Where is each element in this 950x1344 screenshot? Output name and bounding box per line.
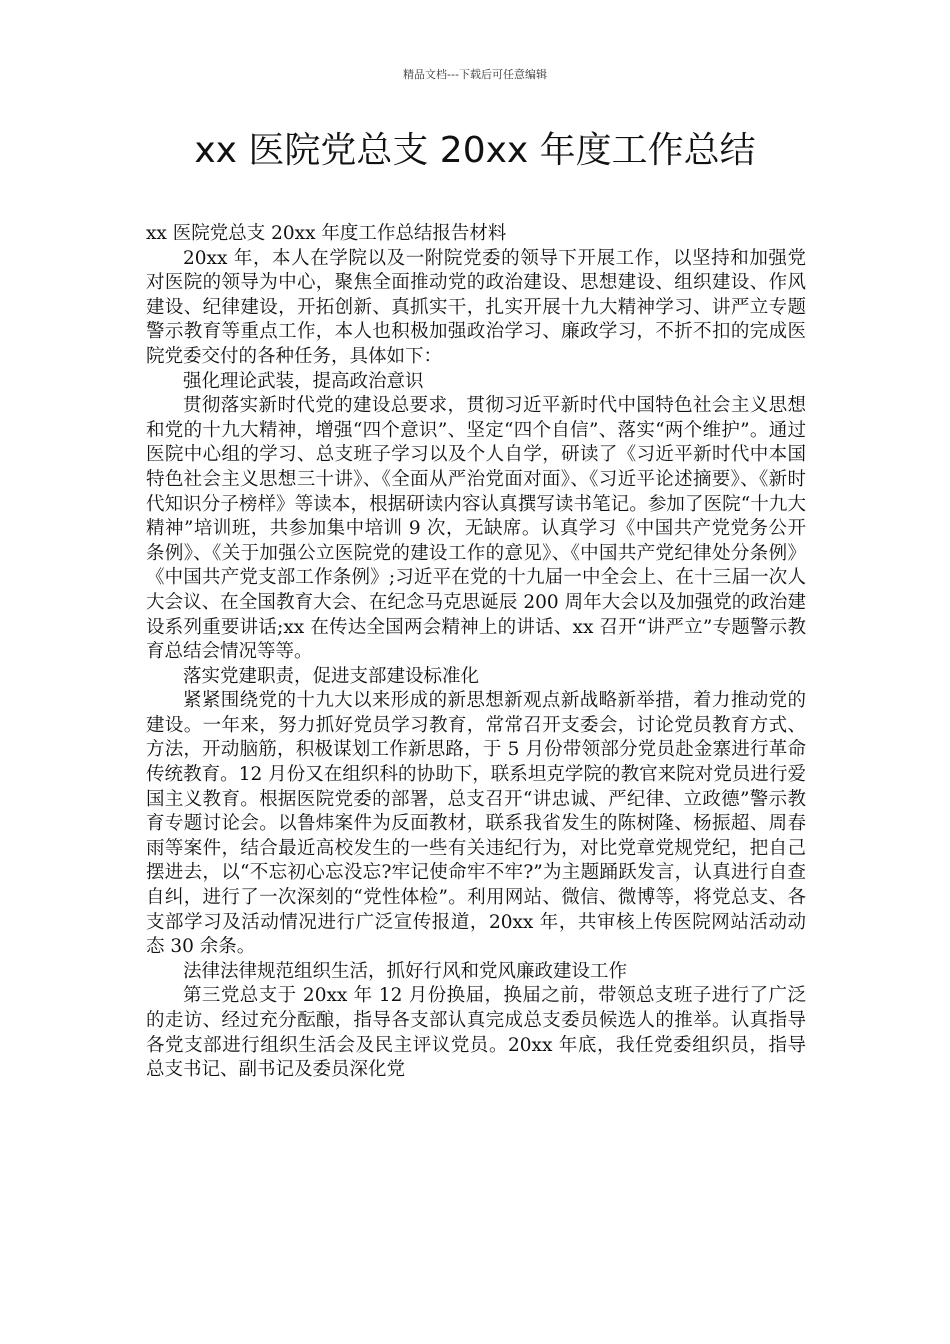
document-body [146, 222, 806, 1083]
section-heading-party-building: 落实党建职责，促进支部建设标准化 [183, 665, 480, 687]
paragraph-party-building: 紧紧围绕党的十九大以来形成的新思想新观点新战略新举措，着力推动党的建设。一年来，努力抓好党员学习教育，常常召开支委会，讨论党员教育方式、方法，开动脑筋，积极谋划工作新思路，于 5 月份带领部分党员赴金寨进行革命传统教育。12 月份又在组织科的协助下，联系坦克学院的教官来院对党员进行爱国主义教育。根据医院党委的部署，总支召开“讲忠诚、严纪律、立政德”警示教育专题讨论会。以鲁炜案件为反面教材，联系我省发生的陈树隆、杨振超、周春雨等案件，结合最近高校发生的一些有关违纪行为，对比党章党规党纪，把自己摆进去，以“不忘初心忘没忘?牢记使命牢不牢?”为主题踊跃发言，认真进行自查自纠，进行了一次深刻的“党性体检”。利用网站、微信、微博等，将党总支、各支部学习及活动情况进行广泛宣传报道，20xx 年，共审核上传医院网站活动动态 30 余条。 [146, 690, 806, 958]
document-title: xx 医院党总支 20xx 年度工作总结 [194, 130, 756, 171]
header-note: 精品文档---下载后可任意编辑 [403, 68, 547, 81]
paragraph-theory: 贯彻落实新时代党的建设总要求，贯彻习近平新时代中国特色社会主义思想和党的十九大精神，增强“四个意识”、坚定“四个自信”、落实“两个维护”。通过医院中心组的学习、总支班子学习以及个人自学，研读了《习近平新时代中本国特色社会主义思想三十讲》、《全面从严治党面对面》、《习近平论述摘要》、《新时代知识分子榜样》等读本，根据研读内容认真撰写读书笔记。参加了医院“十九大精神”培训班，共参加集中培训 9 次，无缺席。认真学习《中国共产党党务公开条例》、《关于加强公立医院党的建设工作的意见》、《中国共产党纪律处分条例》《中国共产党支部工作条例》;习近平在党的十九届一中全会上、在十三届一次人大会议、在全国教育大会、在纪念马克思诞辰 200 周年大会以及加强党的政治建设系列重要讲话;xx 在传达全国两会精神上的讲话、xx 召开“讲严立”专题警示教育总结会情况等等。 [146, 395, 806, 663]
paragraph-organization: 第三党总支于 20xx 年 12 月份换届，换届之前，带领总支班子进行了广泛的走访、经过充分酝酿，指导各支部认真完成总支委员候选人的推举。认真指导各党支部进行组织生活会及民主评议党员。20xx 年底，我任党委组织员，指导总支书记、副书记及委员深化党 [146, 985, 806, 1081]
section-heading-organization: 法律法律规范组织生活，抓好行风和党风廉政建设工作 [183, 960, 628, 982]
subtitle: xx 医院党总支 20xx 年度工作总结报告材料 [146, 223, 507, 244]
section-heading-theory: 强化理论武装，提高政治意识 [183, 370, 424, 392]
paragraph-intro: 20xx 年，本人在学院以及一附院党委的领导下开展工作，以坚持和加强党对医院的领导为中心，聚焦全面推动党的政治建设、思想建设、组织建设、作风建设、纪律建设，开拓创新、真抓实干，扎实开展十九大精神学习、讲严立专题警示教育等重点工作，本人也积极加强政治学习、廉政学习，不折不扣的完成医院党委交付的各种任务，具体如下： [146, 247, 806, 367]
